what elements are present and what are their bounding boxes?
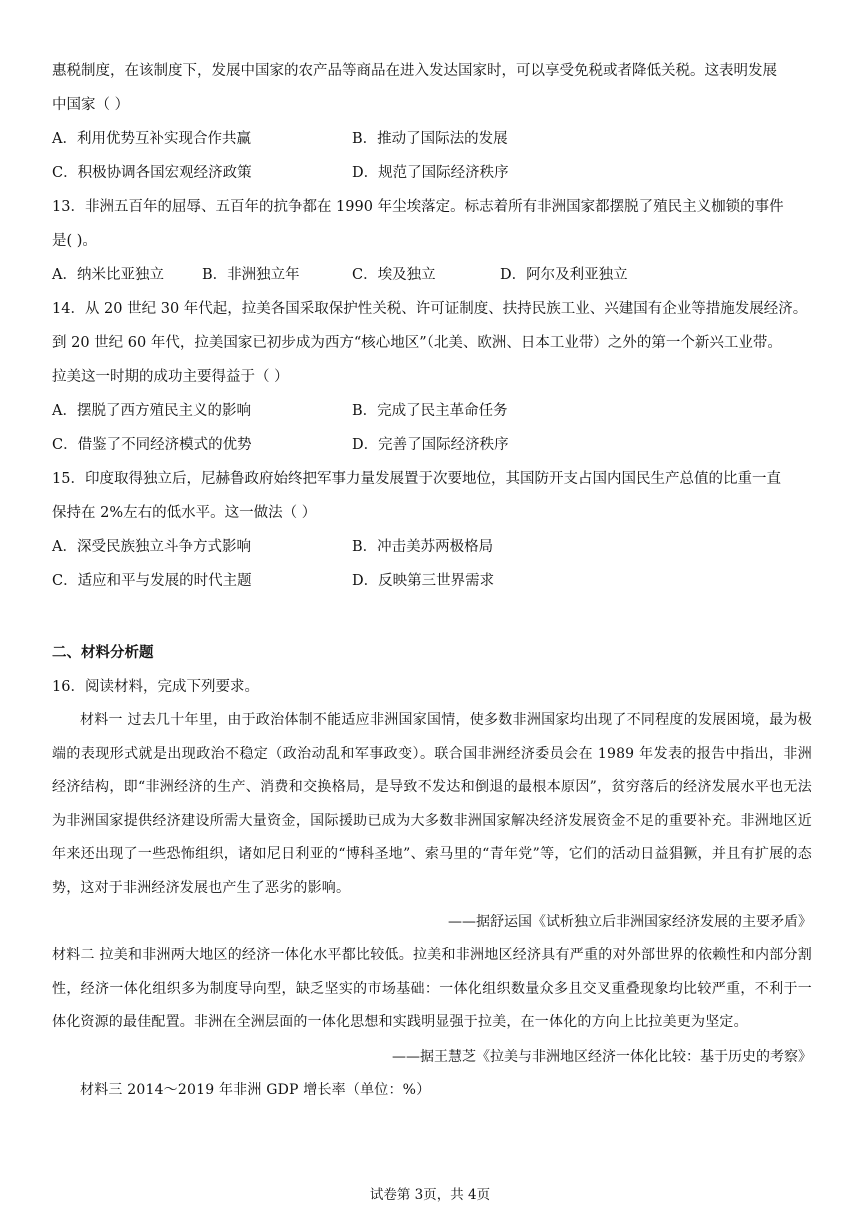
q12-line-2: 中国家（ ） (52, 97, 130, 113)
q15-line-1: 15．印度取得独立后，尼赫鲁政府始终把军事力量发展置于次要地位，其国防开支占国内国民生产总值的比重一直 (52, 471, 781, 487)
q15-line-2: 保持在 2%左右的低水平。这一做法（ ） (52, 505, 317, 521)
q13-line-2: 是( )。 (52, 233, 97, 249)
q12-option-c[interactable]: C．积极协调各国宏观经济政策 (52, 165, 252, 181)
q14-options-row-2 (52, 428, 812, 462)
exam-page (52, 54, 812, 1107)
q15-option-d[interactable]: D．反映第三世界需求 (352, 573, 495, 589)
q12-line-1: 惠税制度，在该制度下，发展中国家的农产品等商品在进入发达国家时，可以享受免税或者降低关税。这表明发展 (52, 63, 777, 79)
q12-option-b[interactable]: B．推动了国际法的发展 (352, 131, 508, 147)
question-14 (52, 292, 812, 462)
q14-line-2: 到 20 世纪 60 年代，拉美国家已初步成为西方“核心地区”（北美、欧洲、日本工业带）之外的第一个新兴工业带。 (52, 335, 782, 351)
q12-options-row-2 (52, 156, 812, 190)
material-1: 材料一 过去几十年里，由于政治体制不能适应非洲国家国情，使多数非洲国家均出现了不同程度的发展困境，最为极端的表现形式就是出现政治不稳定（政治动乱和军事政变）。联合国非洲经济委员会在 1989 年发表的报告中指出，非洲经济结构，即“非洲经济的生产、消费和交换格局，是导致不发达和倒退的最根本原因”，贫穷落后的经济发展水平也无法为非洲国家提供经济建设所需大量资金，国际援助已成为大多数非洲国家解决经济发展资金不足的重要补充。非洲地区近年来还出现了一些恐怖组织，诸如尼日利亚的“博科圣地”、索马里的“青年党”等，它们的活动日益猖獗，并且有扩展的态势，这对于非洲经济发展也产生了恶劣的影响。 (52, 712, 812, 896)
material-1-source: ——据舒运国《试析独立后非洲国家经济发展的主要矛盾》 (448, 914, 812, 930)
page-footer: 试卷第 3页，共 4页 (369, 1187, 491, 1203)
q13-options-row (52, 258, 812, 292)
q13-option-b[interactable]: B．非洲独立年 (202, 267, 300, 283)
q16-stem: 16．阅读材料，完成下列要求。 (52, 679, 259, 695)
q15-options-row-1 (52, 530, 812, 564)
q13-line-1: 13．非洲五百年的屈辱、五百年的抗争都在 1990 年尘埃落定。标志着所有非洲国家都摆脱了殖民主义枷锁的事件 (52, 199, 784, 215)
question-12-continuation (52, 54, 812, 190)
material-3-title: 材料三 2014～2019 年非洲 GDP 增长率（单位：%） (80, 1081, 431, 1098)
q14-option-d[interactable]: D．完善了国际经济秩序 (352, 437, 509, 453)
q13-option-a[interactable]: A．纳米比亚独立 (52, 267, 164, 283)
q14-line-3: 拉美这一时期的成功主要得益于（ ） (52, 369, 289, 385)
question-15 (52, 462, 812, 598)
q12-options-row-1 (52, 122, 812, 156)
q15-option-b[interactable]: B．冲击美苏两极格局 (352, 539, 494, 555)
q15-option-c[interactable]: C．适应和平与发展的时代主题 (52, 573, 252, 589)
material-2: 材料二 拉美和非洲两大地区的经济一体化水平都比较低。拉美和非洲地区经济具有严重的对外部世界的依赖性和内部分割性，经济一体化组织多为制度导向型，缺乏坚实的市场基础：一体化组织数量众多且交叉重叠现象均比较严重，不利于一体化资源的最佳配置。非洲在全洲层面的一体化思想和实践明显强于拉美，在一体化的方向上比拉美更为坚定。 (52, 947, 812, 1030)
q12-option-d[interactable]: D．规范了国际经济秩序 (352, 165, 509, 181)
q14-option-b[interactable]: B．完成了民主革命任务 (352, 403, 508, 419)
q15-option-a[interactable]: A．深受民族独立斗争方式影响 (52, 539, 251, 555)
q15-options-row-2 (52, 564, 812, 598)
q14-line-1: 14．从 20 世纪 30 年代起，拉美各国采取保护性关税、许可证制度、扶持民族工业、兴建国有企业等措施发展经济。 (52, 301, 808, 317)
q14-option-a[interactable]: A．摆脱了西方殖民主义的影响 (52, 403, 251, 419)
q13-option-c[interactable]: C．埃及独立 (352, 267, 436, 283)
q14-option-c[interactable]: C．借鉴了不同经济模式的优势 (52, 437, 252, 453)
q12-option-a[interactable]: A．利用优势互补实现合作共赢 (52, 131, 251, 147)
material-2-source: ——据王慧芝《拉美与非洲地区经济一体化比较：基于历史的考察》 (392, 1048, 812, 1065)
q13-option-d[interactable]: D．阿尔及利亚独立 (500, 267, 628, 283)
q14-options-row-1 (52, 394, 812, 428)
question-13 (52, 190, 812, 292)
section-heading: 二、材料分析题 (52, 645, 154, 661)
